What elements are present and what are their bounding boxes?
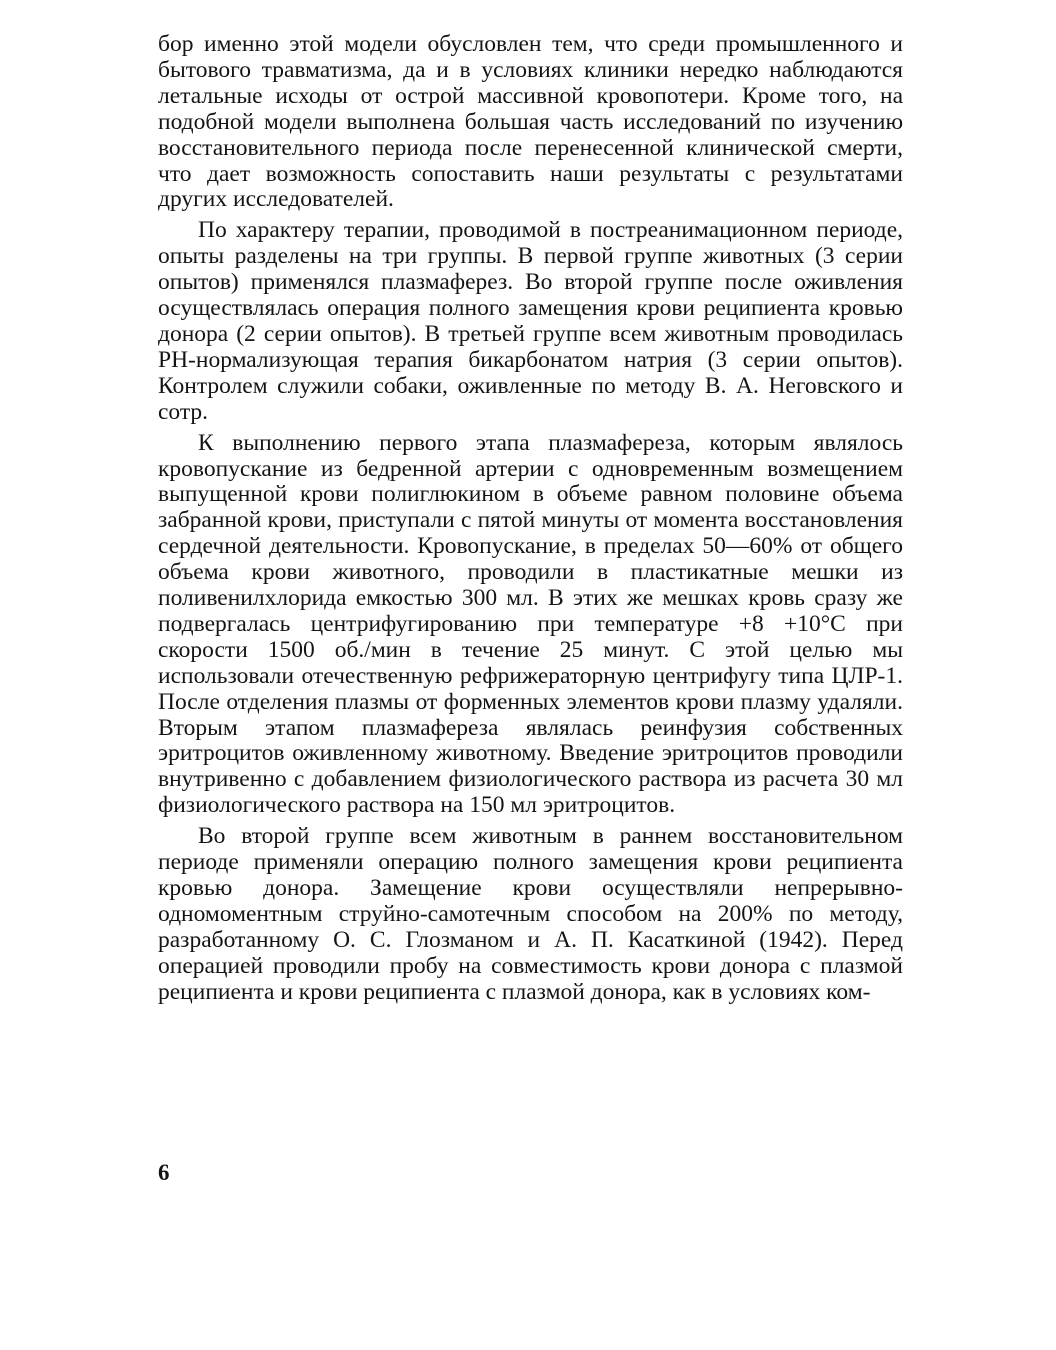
page-body	[158, 32, 903, 1011]
paragraph-2: По характеру терапии, проводимой в постреанимационном периоде, опыты разделены на три группы. В первой группе животных (3 серии опытов) применялся плазмаферез. Во второй группе после оживления осуществлялась операция полного замещения крови реципиента кровью донора (2 серии опытов). В третьей группе всем животным проводилась PH-нормализующая терапия бикарбонатом натрия (3 серии опытов). Контролем служили собаки, оживленные по методу В. А. Неговского и сотр.	[158, 217, 903, 425]
paragraph-1: бор именно этой модели обусловлен тем, что среди промышленного и бытового травматизма, да и в условиях клиники нередко наблюдаются летальные исходы от острой массивной кровопотери. Кроме того, на подобной модели выполнена большая часть исследований по изучению восстановительного периода после перенесенной клинической смерти, что дает возможность сопоставить наши результаты с результатами других исследователей.	[158, 31, 903, 213]
paragraph-3: К выполнению первого этапа плазмафереза, которым являлось кровопускание из бедренной артерии с одновременным возмещением выпущенной крови полиглюкином в объеме равном половине объема забранной крови, приступали с пятой минуты от момента восстановления сердечной деятельности. Кровопускание, в пределах 50—60% от общего объема крови животного, проводили в пластикатные мешки из поливенилхлорида емкостью 300 мл. В этих же мешках кровь сразу же подвергалась центрифугированию при температуре +8 +10°С при скорости 1500 об./мин в течение 25 минут. С этой целью мы использовали отечественную рефрижераторную центрифугу типа ЦЛР-1. После отделения плазмы от форменных элементов крови плазму удаляли. Вторым этапом плазмафереза являлась реинфузия собственных эритроцитов оживленному животному. Введение эритроцитов проводили внутривенно с добавлением физиологического раствора из расчета 30 мл физиологического раствора на 150 мл эритроцитов.	[158, 429, 903, 819]
page-number: 6	[158, 1160, 170, 1185]
paragraph-4: Во второй группе всем животным в раннем восстановительном периоде применяли операцию полного замещения крови реципиента кровью донора. Замещение крови осуществляли непрерывно-одномоментным струйно-самотечным способом на 200% по методу, разработанному О. С. Глозманом и А. П. Касаткиной (1942). Перед операцией проводили пробу на совместимость крови донора с плазмой реципиента и крови реципиента с плазмой донора, как в условиях ком-	[158, 823, 903, 1005]
